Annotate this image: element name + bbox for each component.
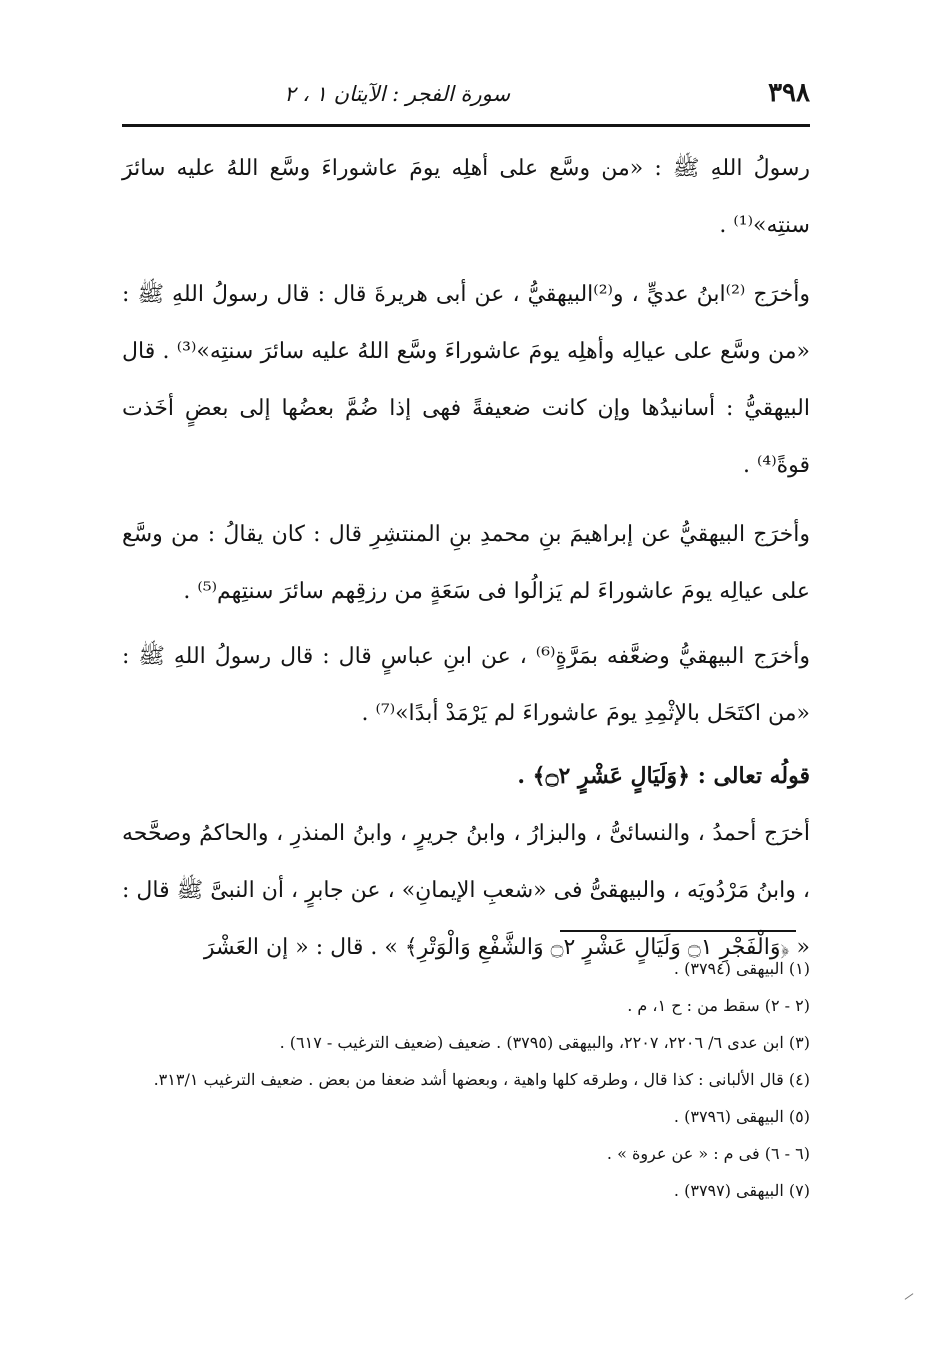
paragraph: وأخرَج البيهقيُّ عن إبراهيمَ بنِ محمدِ بنِ المنتشِرِ قال : كان يقالُ : من وسَّع على عيالِه يومَ عاشوراءَ لم يَزالُوا فى سَعَةٍ من رزقِهم سائرَ سنتِهم⁽⁵⁾ . <box>122 522 810 604</box>
footnote: (٤) قال الألبانى : كذا قال ، وطرقه كلها واهية ، وبعضها أشد ضعفا من بعض . ضعيف الترغيب ٣١٣/١. <box>153 1070 810 1089</box>
main-text <box>122 140 810 976</box>
footnotes <box>122 950 810 1209</box>
paragraph: أخرَج أحمدُ ، والنسائىُّ ، والبزارُ ، وابنُ جريرٍ ، وابنُ المنذرِ ، والحاكمُ وصحَّحه ، وابنُ مَرْدُويَه ، والبيهقىُّ فى «شعبِ الإيمانِ» ، عن جابرٍ ، أن النبىَّ ﷺ قال : « ﴿وَالْفَجْرِ ۝١ وَلَيَالٍ عَشْرٍ ۝٢ وَالشَّفْعِ وَالْوَتْرِ﴾ » . قال : « إن العَشْرَ <box>122 821 810 960</box>
verse-heading: قولُه تعالى : ﴿وَلَيَالٍ عَشْرٍ ۝٢﴾ . <box>517 763 810 789</box>
header-rule <box>122 124 810 127</box>
running-title: سورة الفجر : الآيتان ١ ، ٢ <box>284 82 511 106</box>
footnote: (٧) البيهقى (٣٧٩٧) . <box>673 1181 810 1200</box>
footnote-rule <box>560 930 796 932</box>
scan-mark <box>905 1293 914 1300</box>
page-number: ٣٩٨ <box>768 78 810 108</box>
footnote: (٥) البيهقى (٣٧٩٦) . <box>673 1107 810 1126</box>
page-header <box>122 72 810 116</box>
footnote: (٣) ابن عدى ٦/ ٢٢٠٦، ٢٢٠٧، والبيهقى (٣٧٩٥) . ضعيف (ضعيف الترغيب - ٦١٧) . <box>279 1033 810 1052</box>
footnote: (١) البيهقى (٣٧٩٤) . <box>673 959 810 978</box>
footnote: (٢ - ٢) سقط من : ح ١، م . <box>627 996 810 1015</box>
paragraph: وأخرَج ⁽²⁾ابنُ عديٍّ ، و⁽²⁾البيهقيُّ ، عن أبى هريرةَ قال : قال رسولُ اللهِ ﷺ : «من وسَّع على عيالِه وأهلِه يومَ عاشوراءَ وسَّع اللهُ عليه سائرَ سنتِه»⁽³⁾ . قال البيهقيُّ : أسانيدُها وإن كانت ضعيفةً فهى إذا ضُمَّ بعضُها إلى بعضٍ أخَذت قوةً⁽⁴⁾ . <box>122 282 811 478</box>
paragraph: رسولُ اللهِ ﷺ : «من وسَّع على أهلِه يومَ عاشوراءَ وسَّع اللهُ عليه سائرَ سنتِه»⁽¹⁾ . <box>122 156 811 238</box>
footnote: (٦ - ٦) فى م : « عن عروة » . <box>606 1144 810 1163</box>
paragraph: وأخرَج البيهقيُّ وضعَّفه بمَرَّةٍ⁽⁶⁾ ، عن ابنِ عباسٍ قال : قال رسولُ اللهِ ﷺ : «من اكتَحَل بالإثْمِدِ يومَ عاشوراءَ لم يَرْمَدْ أبدًا»⁽⁷⁾ . <box>122 644 810 726</box>
